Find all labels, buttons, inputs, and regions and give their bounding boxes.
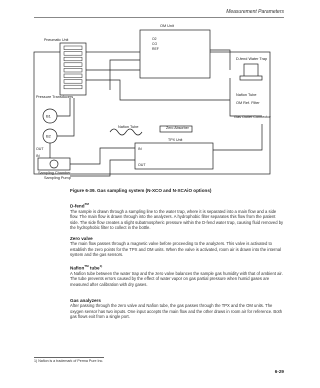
label-tpx-out: OUT <box>138 163 146 167</box>
label-sampling-chamber: Sampling Chamber <box>38 171 71 175</box>
label-b1: B1 <box>46 113 51 119</box>
label-d-fend: D-fend Water Trap <box>236 57 268 61</box>
tubing-gas-outlet <box>213 124 262 150</box>
valve-v3 <box>64 57 82 61</box>
section-gas-analyzers <box>70 298 284 320</box>
label-zero-absorber: Zero Absorber <box>166 126 189 130</box>
tubing-tpx <box>70 148 135 176</box>
label-om-ref-filter: OM Ref. Filter <box>236 101 260 105</box>
section-d-fend <box>70 202 284 231</box>
valve-v1 <box>64 46 82 50</box>
valve-v2 <box>64 52 82 56</box>
figure-caption: Figure 6-39. Gas sampling system (N-XCO and N-XCAiO options) <box>70 188 212 193</box>
section-text: The sample is drawn through a sampling line to the water trap, where it is separated into a main flow and a side flow. The main flow is drawn through into the analyzers. A hydrophobic filter separates this flow from the patient side. The side flow creates a slight subatmospheric pressure within the D-fend water trap, causing fluid removed by the hydrophobic filter to collect in the bottle. <box>70 208 284 231</box>
tubing-om-left <box>110 60 140 90</box>
valve-v5 <box>64 68 82 72</box>
section-heading: Nafion™ tube$^{1)}$ <box>70 264 103 271</box>
om-unit-box <box>140 30 210 78</box>
label-sampling-pump: Sampling Pump <box>44 176 71 180</box>
nafion-tube-coil <box>110 129 142 135</box>
page-number: 6-29 <box>274 369 284 374</box>
om-port-label: O2 <box>152 37 157 41</box>
label-nafion-right: Nafion Tube <box>236 93 257 97</box>
section-zero-valve <box>70 236 284 258</box>
label-tpx-unit: TPX Unit <box>168 138 183 142</box>
valve-v4 <box>64 63 82 67</box>
section-text: The main flow passes through a magnetic valve before proceeding to the analyzers. This valve is activated to establish the zero points for the TPX and OM units. When the valve is activated, room air is drawn into the internal system and the gas sensors. <box>70 241 282 258</box>
section-text: After passing through the zero valve and Nafion tube, the gas passes through the TPX and the OM units. The oxygen sensor has two inputs. One input accepts the main flow and the other draws in room air for reference. Both gas flows exit from a single port. <box>70 303 283 320</box>
footnote: 1) Nafion is a trademark of Perma Pure Inc. <box>34 359 104 363</box>
footnote-rule <box>34 357 104 358</box>
section-heading: D-fend™ <box>70 202 89 209</box>
om-port-label: CO <box>152 42 158 46</box>
om-port-label: REF <box>152 47 159 51</box>
label-pressure: Pressure Transducers <box>36 95 74 99</box>
valve-v7 <box>64 80 82 84</box>
d-fend-water-trap-neck <box>240 76 262 80</box>
tpx-unit-box <box>135 143 213 169</box>
tubing-transducers <box>50 98 74 158</box>
section-heading: Gas analyzers <box>70 298 101 303</box>
label-out-left: OUT <box>36 147 44 151</box>
label-om-unit: OM Unit <box>160 24 174 28</box>
label-pneumatic-unit: Pneumatic Unit <box>44 38 69 42</box>
label-in-left: IN <box>36 154 40 158</box>
section-heading: Zero valve <box>70 236 93 241</box>
label-gas-outlet: Gas Outlet Connector <box>234 115 271 119</box>
section-nafion-tube <box>70 264 284 287</box>
label-nafion-mid: Nafion Tube <box>118 125 139 129</box>
valve-v8 <box>64 85 82 89</box>
section-text: A Nafion tube between the water trap and the zero valve balances the sample gas humidity with that of ambient air. The tube prevents errors caused by the effect of water vapor on gas partial pressure when humid gases are measured after calibration with dry gases. <box>70 270 283 287</box>
label-tpx-in: IN <box>138 147 142 151</box>
running-header: Measurement Parameters <box>226 9 284 15</box>
gas-sampling-diagram <box>0 0 300 190</box>
valve-v6 <box>64 74 82 78</box>
label-b2: B2 <box>46 133 51 139</box>
